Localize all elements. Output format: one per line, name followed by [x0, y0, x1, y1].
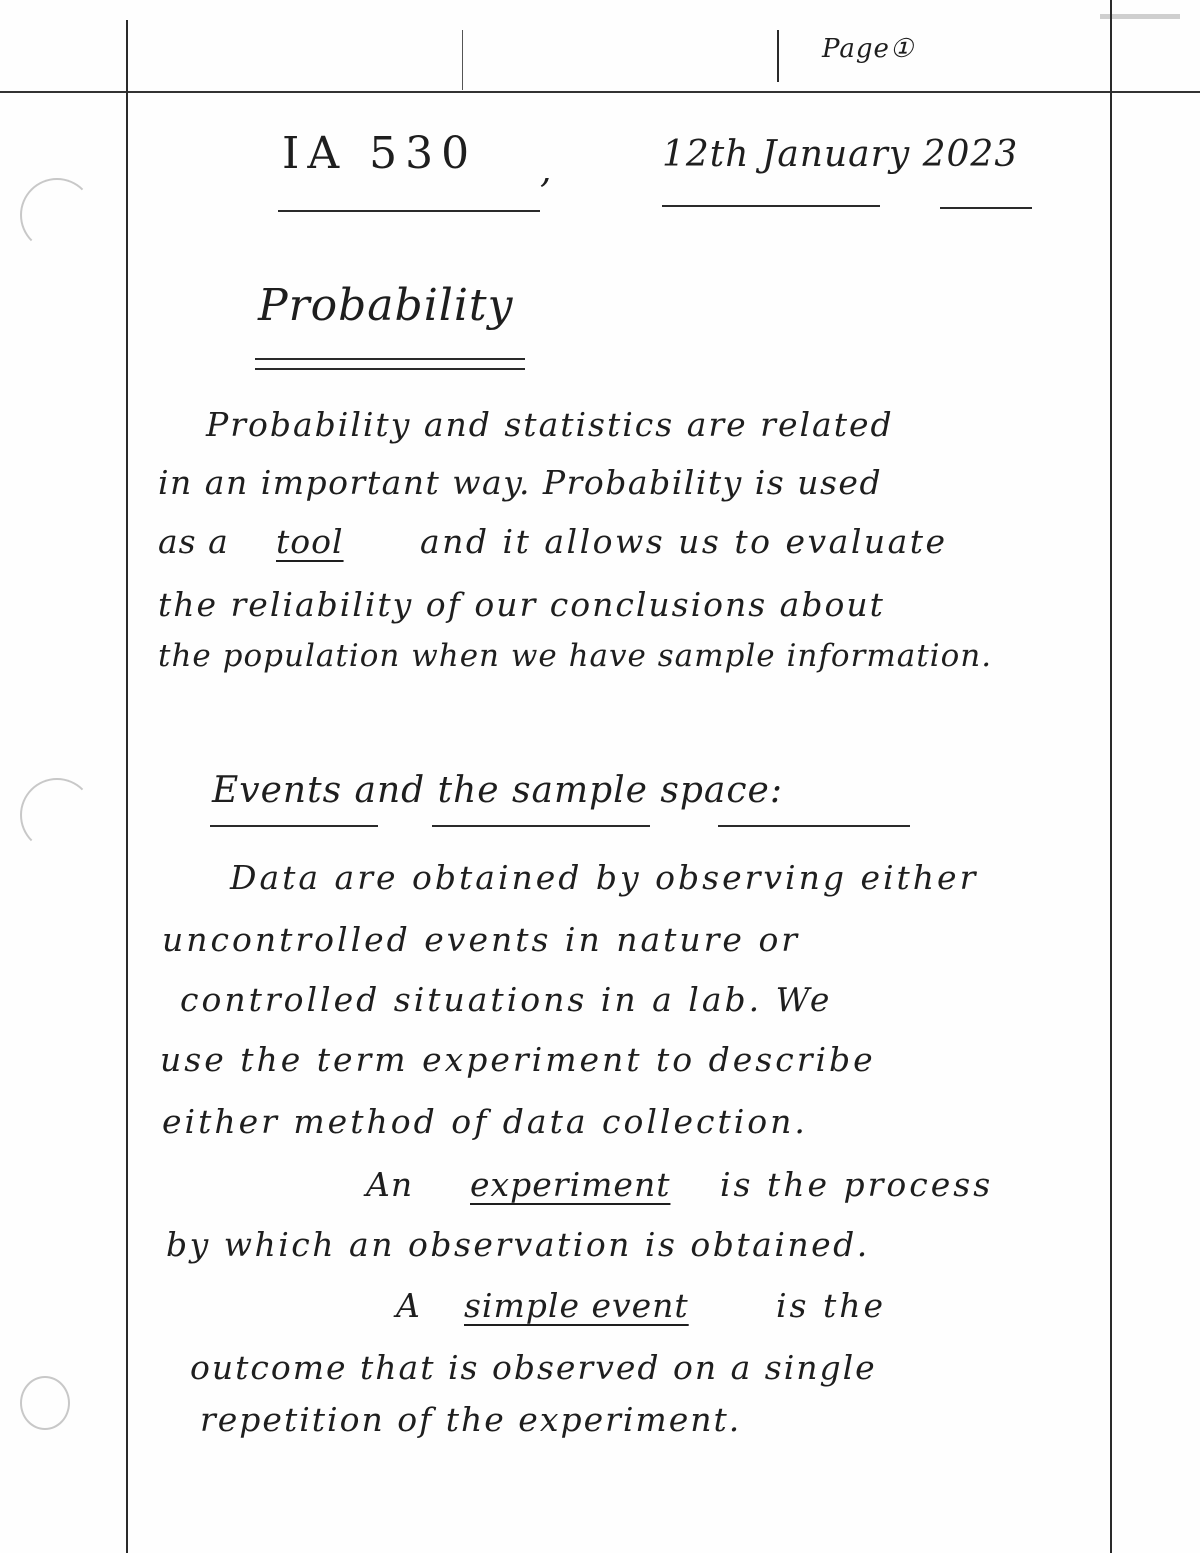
date-underline-right	[940, 207, 1032, 209]
section-line-7: by which an observation is obtained.	[166, 1225, 870, 1264]
title-separator: ,	[540, 150, 553, 191]
top-rule-line	[0, 91, 1200, 93]
section-line-1: Data are obtained by observing either	[230, 858, 979, 897]
intro-line-2: in an important way. Probability is used	[158, 463, 883, 502]
term-experiment: experiment	[470, 1165, 671, 1204]
punch-hole-bottom	[20, 1376, 70, 1430]
lecture-date: 12th January 2023	[662, 134, 1019, 175]
section-line-3: controlled situations in a lab. We	[180, 980, 833, 1019]
intro-line-3a: as a	[158, 522, 229, 561]
section-line-6b: is the process	[720, 1165, 994, 1204]
heading-underline-1	[255, 358, 525, 360]
course-code: IA 530	[282, 128, 478, 179]
section-line-9: outcome that is observed on a single	[190, 1348, 877, 1387]
section-underline-2	[432, 825, 650, 827]
left-margin-line	[126, 20, 128, 1553]
section-line-8b: is the	[776, 1286, 887, 1325]
scan-smudge	[1100, 14, 1180, 19]
punch-hole-middle	[20, 778, 94, 852]
section-underline-1	[210, 825, 378, 827]
page-number: Page①	[822, 34, 915, 64]
section-heading: Events and the sample space:	[212, 770, 783, 811]
intro-line-3b: and it allows us to evaluate	[420, 522, 948, 561]
intro-word-tool: tool	[276, 522, 344, 561]
section-line-4: use the term experiment to describe	[160, 1040, 876, 1079]
intro-line-4: the reliability of our conclusions about	[158, 585, 885, 624]
section-underline-3	[718, 825, 910, 827]
intro-line-1: Probability and statistics are related	[206, 405, 894, 444]
section-line-5: either method of data collection.	[162, 1102, 808, 1141]
right-margin-line	[1110, 0, 1112, 1553]
section-line-10: repetition of the experiment.	[200, 1400, 742, 1439]
course-underline	[278, 210, 540, 212]
term-simple-event: simple event	[464, 1286, 689, 1325]
intro-line-5: the population when we have sample information.	[158, 638, 993, 674]
date-underline-left	[662, 205, 880, 207]
header-divider-right	[777, 30, 779, 82]
heading-underline-2	[255, 368, 525, 370]
punch-hole-top	[20, 178, 94, 252]
page-heading: Probability	[258, 280, 514, 331]
section-line-8a: A	[396, 1286, 421, 1325]
section-line-6a: An	[366, 1165, 414, 1204]
header-divider-left	[462, 30, 463, 90]
section-line-2: uncontrolled events in nature or	[162, 920, 801, 959]
